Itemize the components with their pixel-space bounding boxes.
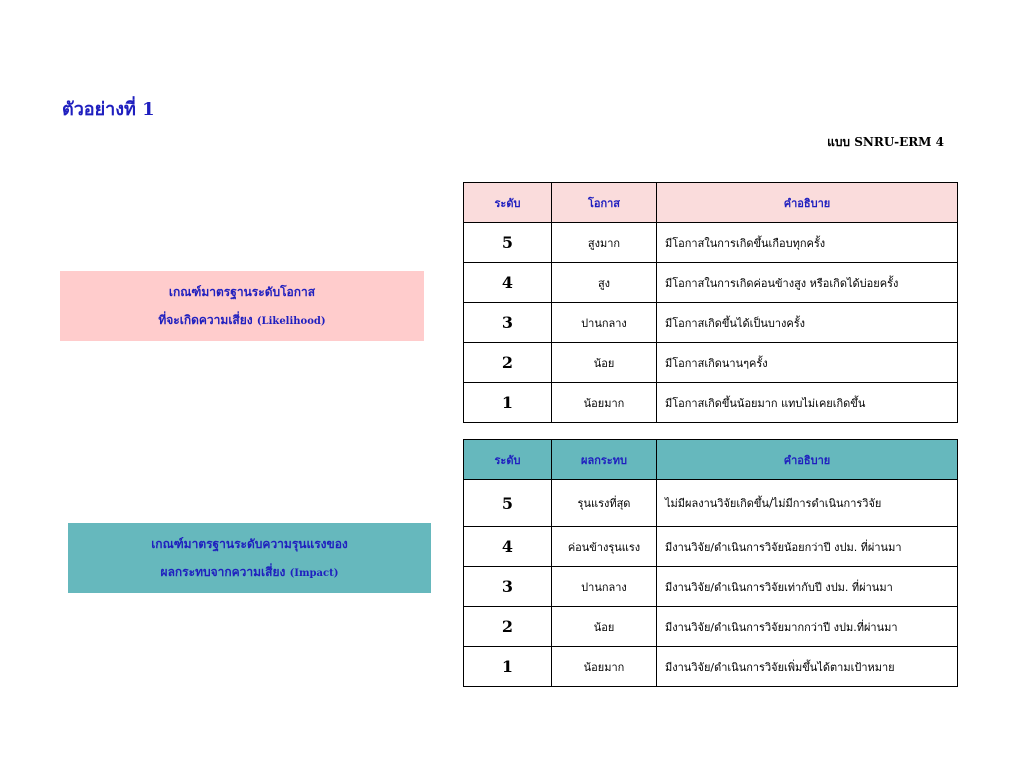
row-level: 1 bbox=[464, 647, 552, 687]
impact-table bbox=[463, 439, 958, 687]
table-header-row bbox=[464, 183, 958, 223]
table-header-row bbox=[464, 440, 958, 480]
row-name: น้อย bbox=[552, 343, 657, 383]
impact-criteria-label bbox=[68, 523, 431, 593]
row-name: ปานกลาง bbox=[552, 567, 657, 607]
row-level: 3 bbox=[464, 303, 552, 343]
table-row bbox=[464, 263, 958, 303]
likelihood-label-line2-th: ที่จะเกิดความเสี่ยง bbox=[158, 312, 253, 327]
table-row bbox=[464, 647, 958, 687]
row-description: มีงานวิจัย/ดำเนินการวิจัยเพิ่มขึ้นได้ตามเป้าหมาย bbox=[657, 647, 958, 687]
likelihood-table bbox=[463, 182, 958, 423]
likelihood-criteria-label bbox=[60, 271, 424, 341]
row-description: ไม่มีผลงานวิจัยเกิดขึ้น/ไม่มีการดำเนินการวิจัย bbox=[657, 480, 958, 527]
row-description: มีโอกาสเกิดขึ้นได้เป็นบางครั้ง bbox=[657, 303, 958, 343]
row-name: ปานกลาง bbox=[552, 303, 657, 343]
row-name: ค่อนข้างรุนแรง bbox=[552, 527, 657, 567]
row-description: มีงานวิจัย/ดำเนินการวิจัยเท่ากับปี งปม. ที่ผ่านมา bbox=[657, 567, 958, 607]
table-row bbox=[464, 223, 958, 263]
row-level: 4 bbox=[464, 263, 552, 303]
row-name: น้อยมาก bbox=[552, 647, 657, 687]
table-row bbox=[464, 607, 958, 647]
row-description: มีโอกาสเกิดนานๆครั้ง bbox=[657, 343, 958, 383]
row-name: สูงมาก bbox=[552, 223, 657, 263]
header-description: คำอธิบาย bbox=[657, 183, 958, 223]
header-impact: ผลกระทบ bbox=[552, 440, 657, 480]
row-level: 5 bbox=[464, 480, 552, 527]
row-level: 3 bbox=[464, 567, 552, 607]
row-name: รุนแรงที่สุด bbox=[552, 480, 657, 527]
impact-label-line2-en: (Impact) bbox=[289, 567, 339, 579]
table-row bbox=[464, 527, 958, 567]
likelihood-label-line1: เกณฑ์มาตรฐานระดับโอกาส bbox=[168, 284, 316, 299]
form-code: แบบ SNRU-ERM 4 bbox=[827, 135, 944, 149]
row-name: สูง bbox=[552, 263, 657, 303]
likelihood-label-line2 bbox=[158, 314, 325, 327]
table-row bbox=[464, 567, 958, 607]
row-description: มีโอกาสในการเกิดค่อนข้างสูง หรือเกิดได้บ่อยครั้ง bbox=[657, 263, 958, 303]
header-likelihood: โอกาส bbox=[552, 183, 657, 223]
table-row bbox=[464, 480, 958, 527]
row-description: มีโอกาสในการเกิดขึ้นเกือบทุกครั้ง bbox=[657, 223, 958, 263]
table-row bbox=[464, 383, 958, 423]
row-description: มีงานวิจัย/ดำเนินการวิจัยน้อยกว่าปี งปม. ที่ผ่านมา bbox=[657, 527, 958, 567]
row-level: 1 bbox=[464, 383, 552, 423]
impact-label-line1: เกณฑ์มาตรฐานระดับความรุนแรงของ bbox=[151, 536, 348, 551]
header-level: ระดับ bbox=[464, 440, 552, 480]
header-description: คำอธิบาย bbox=[657, 440, 958, 480]
row-name: น้อย bbox=[552, 607, 657, 647]
row-description: มีงานวิจัย/ดำเนินการวิจัยมากกว่าปี งปม.ที่ผ่านมา bbox=[657, 607, 958, 647]
table-row bbox=[464, 343, 958, 383]
table-row bbox=[464, 303, 958, 343]
likelihood-label-line2-en: (Likelihood) bbox=[256, 315, 326, 327]
row-level: 2 bbox=[464, 607, 552, 647]
row-level: 2 bbox=[464, 343, 552, 383]
row-description: มีโอกาสเกิดขึ้นน้อยมาก แทบไม่เคยเกิดขึ้น bbox=[657, 383, 958, 423]
page-title: ตัวอย่างที่ 1 bbox=[62, 99, 155, 120]
impact-label-line2 bbox=[161, 566, 339, 579]
header-level: ระดับ bbox=[464, 183, 552, 223]
row-name: น้อยมาก bbox=[552, 383, 657, 423]
row-level: 4 bbox=[464, 527, 552, 567]
impact-label-line2-th: ผลกระทบจากความเสี่ยง bbox=[160, 564, 286, 579]
row-level: 5 bbox=[464, 223, 552, 263]
